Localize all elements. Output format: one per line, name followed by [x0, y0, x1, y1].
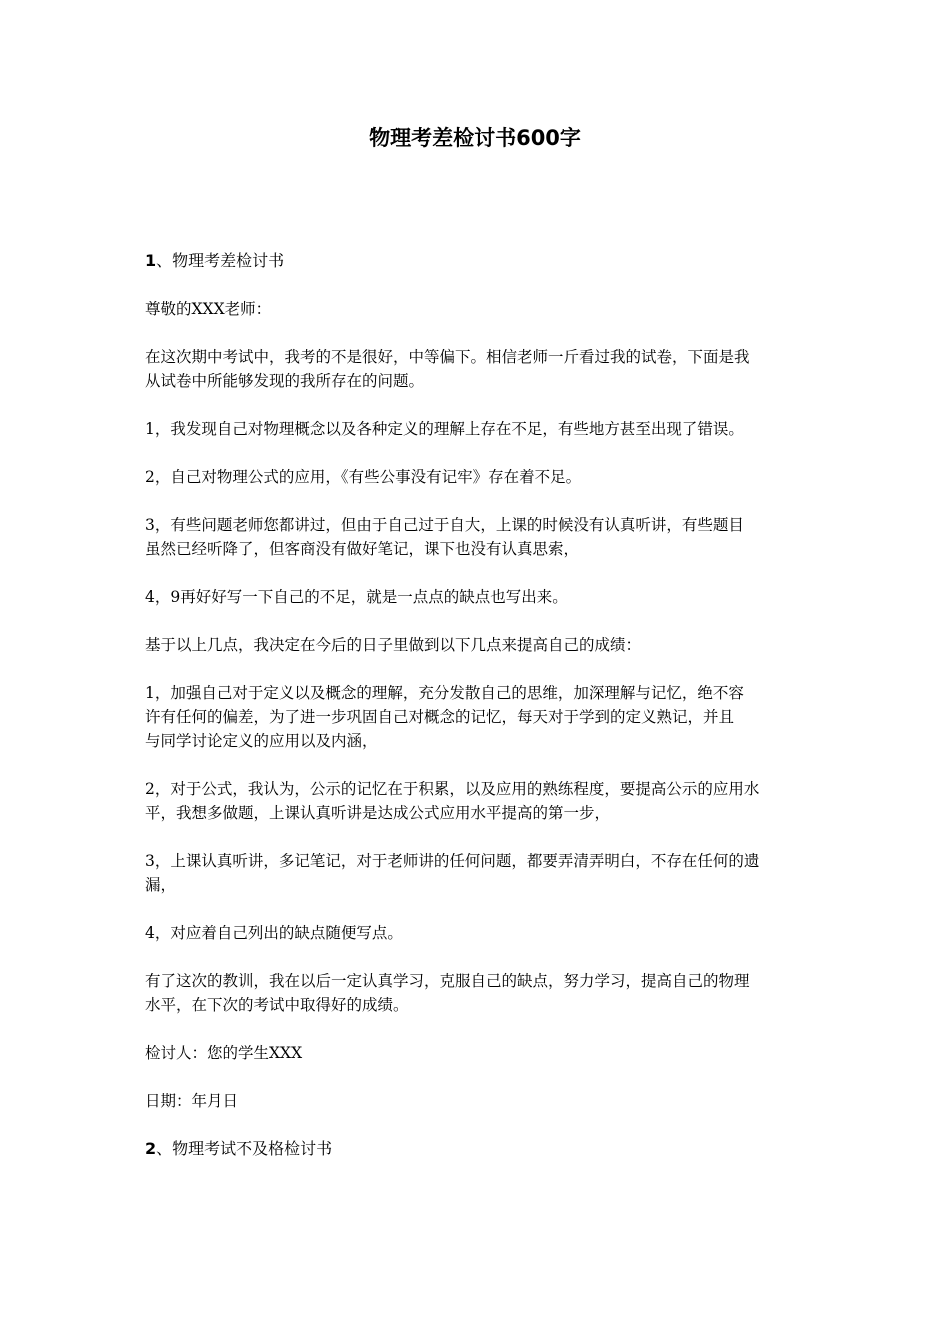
text-line: 4，对应着自己列出的缺点随便写点。 — [145, 924, 403, 942]
document-title: 物理考差检讨书600字 — [369, 126, 581, 150]
text-line: 2，对于公式，我认为，公示的记忆在于积累，以及应用的熟练程度，要提高公示的应用水 — [145, 780, 760, 798]
text-line: 漏， — [145, 876, 177, 894]
salutation: 尊敬的XXX老师： — [145, 300, 272, 318]
text-line: 4，9再好好写一下自己的不足，就是一点点的缺点也写出来。 — [145, 588, 568, 606]
text-line: 水平，在下次的考试中取得好的成绩。 — [145, 996, 409, 1014]
text-line: 许有任何的偏差，为了进一步巩固自己对概念的记忆，每天对于学到的定义熟记，并且 — [145, 708, 735, 726]
signer-line: 检讨人：您的学生XXX — [145, 1044, 303, 1062]
text-line: 在这次期中考试中，我考的不是很好，中等偏下。相信老师一斤看过我的试卷，下面是我 — [145, 348, 750, 366]
problem-item-3 — [145, 513, 815, 561]
section-number: 2 — [145, 1139, 157, 1158]
problem-item-4 — [145, 585, 815, 609]
problem-item-1 — [145, 417, 815, 441]
date-line: 日期：年月日 — [145, 1092, 239, 1110]
plan-item-1 — [145, 681, 815, 753]
text-line: 与同学讨论定义的应用以及内涵， — [145, 732, 378, 750]
document-body — [145, 249, 815, 1185]
section-label: 、物理考试不及格检讨书 — [156, 1139, 333, 1158]
problem-item-2 — [145, 465, 815, 489]
plan-item-3 — [145, 849, 815, 897]
section-heading-1 — [145, 249, 815, 273]
text-line: 3，有些问题老师您都讲过，但由于自己过于自大，上课的时候没有认真听讲，有些题目 — [145, 516, 744, 534]
text-line: 有了这次的教训，我在以后一定认真学习，克服自己的缺点，努力学习，提高自己的物理 — [145, 972, 750, 990]
text-line: 平，我想多做题，上课认真听讲是达成公式应用水平提高的第一步， — [145, 804, 611, 822]
text-line: 2，自己对物理公式的应用，《有些公事没有记牢》存在着不足。 — [145, 468, 582, 486]
text-line: 1，加强自己对于定义以及概念的理解，充分发散自己的思维，加深理解与记忆，绝不容 — [145, 684, 744, 702]
conclusion-paragraph — [145, 969, 815, 1017]
text-line: 虽然已经听降了，但客商没有做好笔记，课下也没有认真思索， — [145, 540, 580, 558]
plan-item-2 — [145, 777, 815, 825]
section-heading-2 — [145, 1137, 815, 1161]
section-number: 1 — [145, 251, 157, 270]
plan-item-4 — [145, 921, 815, 945]
section-label: 、物理考差检讨书 — [156, 251, 285, 270]
text-line: 1，我发现自己对物理概念以及各种定义的理解上存在不足，有些地方甚至出现了错误。 — [145, 420, 744, 438]
transition-paragraph: 基于以上几点，我决定在今后的日子里做到以下几点来提高自己的成绩： — [145, 636, 642, 654]
intro-paragraph — [145, 345, 815, 393]
text-line: 3，上课认真听讲，多记笔记，对于老师讲的任何问题，都要弄清弄明白，不存在任何的遗 — [145, 852, 760, 870]
text-line: 从试卷中所能够发现的我所存在的问题。 — [145, 372, 425, 390]
